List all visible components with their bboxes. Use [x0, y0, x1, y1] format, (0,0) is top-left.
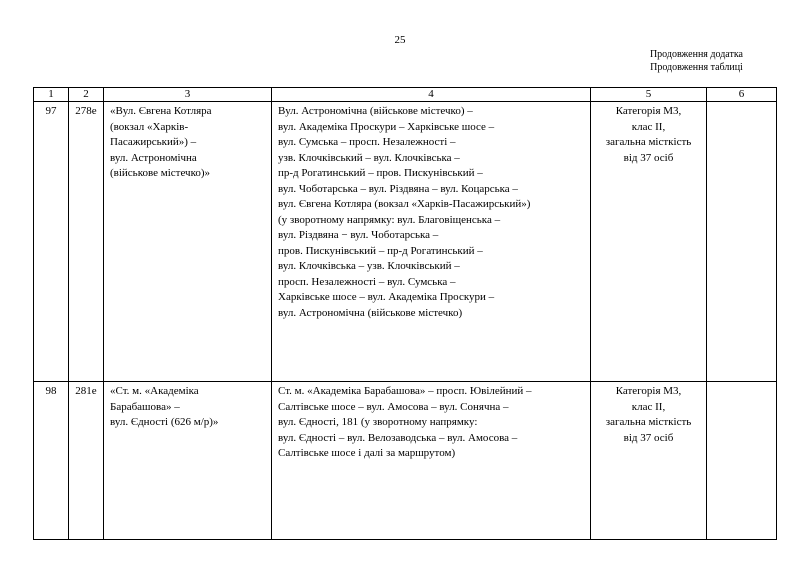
- continuation-table-label: Продовження таблиці: [650, 62, 743, 73]
- route-number-cell: 98: [34, 382, 69, 540]
- column-header: 5: [591, 88, 707, 102]
- route-path-line: Харківське шосе – вул. Академіка Проскури –: [278, 291, 495, 303]
- vehicle-category-line: Категорія М3,: [615, 385, 682, 397]
- route-name-line: вул. Єдності (626 м/р)»: [110, 416, 219, 428]
- table-row: [34, 102, 777, 382]
- route-path-line: пр-д Рогатинський – пров. Пискунівський –: [278, 167, 483, 179]
- table-row: [34, 382, 777, 540]
- route-name-line: «Ст. м. «Академіка: [110, 385, 199, 397]
- continuation-note: [650, 48, 743, 74]
- vehicle-category-line: від 37 осіб: [623, 151, 674, 164]
- route-name-line: Барабашова» –: [110, 400, 180, 413]
- vehicle-category-cell: [591, 102, 707, 382]
- route-name-cell: [104, 102, 272, 382]
- route-path-line: Ст. м. «Академіка Барабашова» – просп. Ювілейний –: [278, 385, 532, 397]
- routes-table: [33, 87, 777, 540]
- route-name-line: вул. Астрономічна: [110, 151, 197, 164]
- vehicle-category-line: клас ІІ,: [631, 120, 666, 133]
- route-name-line: (вокзал «Харків-: [110, 120, 189, 133]
- route-path-line: вул. Сумська – просп. Незалежності –: [278, 136, 456, 148]
- table-header-row: [34, 88, 777, 102]
- column-header: 1: [34, 88, 69, 102]
- route-path-line: вул. Академіка Проскури – Харківське шосе –: [278, 120, 495, 133]
- route-path-line: вул. Єдності – вул. Велозаводська – вул. Амосова –: [278, 431, 518, 444]
- route-path-line: просп. Незалежності – вул. Сумська –: [278, 275, 456, 288]
- route-name-cell: [104, 382, 272, 540]
- route-path-line: Салтівське шосе і далі за маршрутом): [278, 447, 456, 459]
- route-code-cell: 278е: [69, 102, 104, 382]
- vehicle-category-line: загальна місткість: [605, 136, 692, 148]
- route-code-cell: 281е: [69, 382, 104, 540]
- route-path-line: пров. Пискунівський – пр-д Рогатинський –: [278, 244, 483, 257]
- route-path-line: вул. Клочківська – узв. Клочківський –: [278, 260, 460, 272]
- route-path-line: узв. Клочківський – вул. Клочківська –: [278, 151, 460, 164]
- vehicle-category-line: від 37 осіб: [623, 431, 674, 444]
- continuation-appendix-label: Продовження додатка: [649, 49, 743, 60]
- route-name-line: Пасажирський») –: [110, 136, 197, 148]
- route-name-line: (військове містечко)»: [110, 167, 211, 179]
- page-number: 25: [394, 34, 406, 46]
- route-name-line: «Вул. Євгена Котляра: [110, 105, 212, 117]
- route-path-line: Салтівське шосе – вул. Амосова – вул. Сонячна –: [278, 400, 509, 413]
- column-6-cell: [707, 102, 777, 382]
- route-path-line: Вул. Астрономічна (військове містечко) –: [278, 105, 473, 117]
- route-path-line: вул. Астрономічна (військове містечко): [278, 306, 463, 319]
- column-header: 6: [707, 88, 777, 102]
- route-path-cell: [272, 382, 591, 540]
- route-path-line: вул. Чоботарська – вул. Різдвяна – вул. Коцарська –: [278, 182, 518, 195]
- column-header: 4: [272, 88, 591, 102]
- vehicle-category-line: Категорія М3,: [615, 105, 682, 117]
- route-path-line: вул. Єдності, 181 (у зворотному напрямку:: [278, 416, 478, 428]
- route-path-cell: [272, 102, 591, 382]
- vehicle-category-cell: [591, 382, 707, 540]
- column-6-cell: [707, 382, 777, 540]
- column-header: 2: [69, 88, 104, 102]
- route-number-cell: 97: [34, 102, 69, 382]
- route-path-line: вул. Євгена Котляра (вокзал «Харків-Пасажирський»): [278, 198, 531, 210]
- vehicle-category-line: клас ІІ,: [631, 400, 666, 413]
- route-path-line: вул. Різдвяна − вул. Чоботарська –: [278, 229, 439, 241]
- column-header: 3: [104, 88, 272, 102]
- route-path-line: (у зворотному напрямку: вул. Благовіщенська –: [278, 213, 501, 226]
- vehicle-category-line: загальна місткість: [605, 416, 692, 428]
